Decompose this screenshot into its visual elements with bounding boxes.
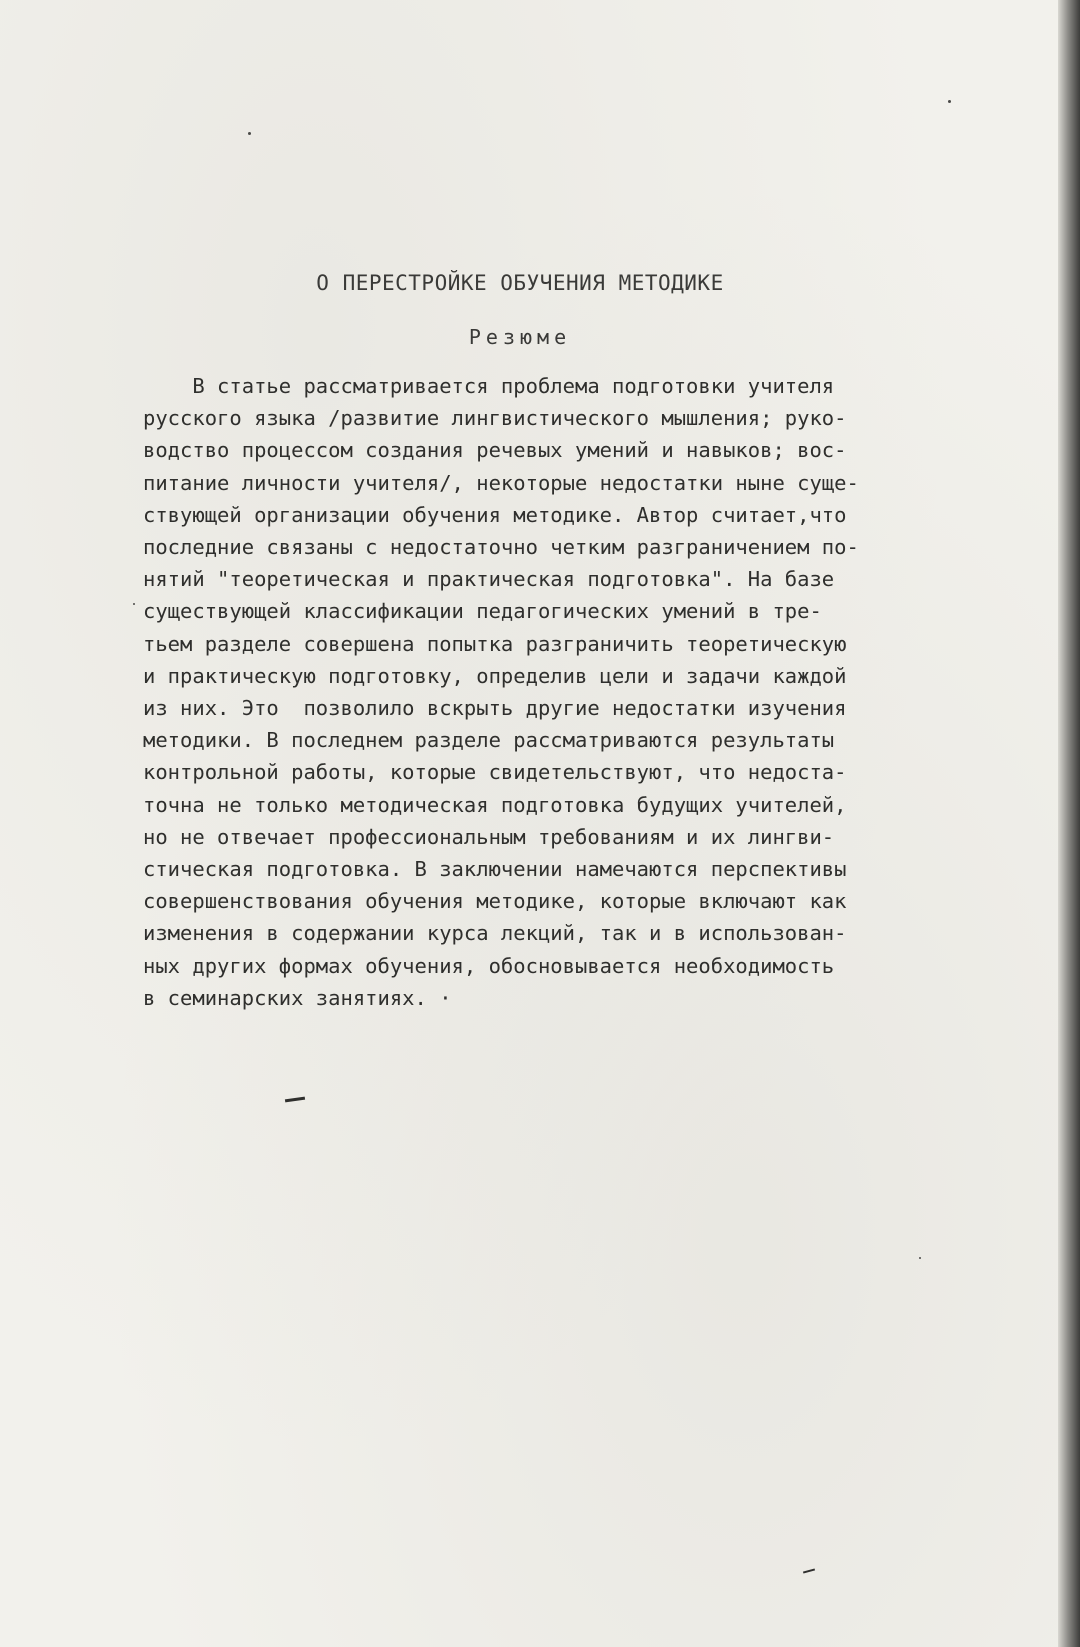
text-line: в семинарских занятиях. ·: [143, 985, 452, 1010]
page-edge-shadow: [1058, 0, 1080, 1647]
text-line: методики. В последнем разделе рассматриваются результаты: [143, 728, 835, 753]
stray-dash-mark: [285, 1097, 305, 1103]
text-line: из них. Это позволило вскрыть другие недостатки изучения: [143, 696, 847, 721]
stray-dot-mark: [948, 100, 951, 103]
text-line: нятий "теоретическая и практическая подготовка". На базе: [143, 567, 835, 592]
text-line: контрольной работы, которые свидетельствуют, что недоста-: [143, 760, 847, 785]
text-line: питание личности учителя/, некоторые недостатки ныне суще-: [143, 470, 859, 495]
document-subtitle: Резюме: [468, 325, 572, 349]
stray-dot-mark: [133, 603, 135, 605]
stray-dot-mark: [248, 132, 251, 135]
text-line: но не отвечает профессиональным требованиям и их лингви-: [143, 824, 835, 849]
stray-dash-mark: [803, 1568, 815, 1573]
text-line: совершенствования обучения методике, которые включают как: [143, 889, 847, 914]
text-line: изменения в содержании курса лекций, так и в использован-: [143, 921, 847, 946]
text-line: существующей классификации педагогических умений в тре-: [143, 599, 822, 624]
text-line: В статье рассматривается проблема подготовки учителя: [143, 374, 835, 398]
text-line: стическая подготовка. В заключении намечаются перспективы: [143, 857, 847, 882]
text-line: точна не только методическая подготовка будущих учителей,: [143, 792, 847, 817]
text-line: водство процессом создания речевых умений и навыков; вос-: [143, 438, 847, 463]
text-line: ствующей организации обучения методике. Автор считает,что: [143, 502, 847, 527]
text-line: последние связаны с недостаточно четким разграничением по-: [143, 535, 859, 560]
text-line: и практическую подготовку, определив цели и задачи каждой: [143, 663, 847, 688]
summary-paragraph: [143, 370, 1013, 1014]
text-line: русского языка /развитие лингвистического мышления; руко-: [143, 406, 847, 431]
stray-dot-mark: [919, 1257, 921, 1259]
document-title: О ПЕРЕСТРОЙКЕ ОБУЧЕНИЯ МЕТОДИКЕ: [316, 271, 724, 295]
text-line: тьем разделе совершена попытка разграничить теоретическую: [143, 631, 847, 656]
text-line: ных других формах обучения, обосновывается необходимость: [143, 953, 835, 978]
